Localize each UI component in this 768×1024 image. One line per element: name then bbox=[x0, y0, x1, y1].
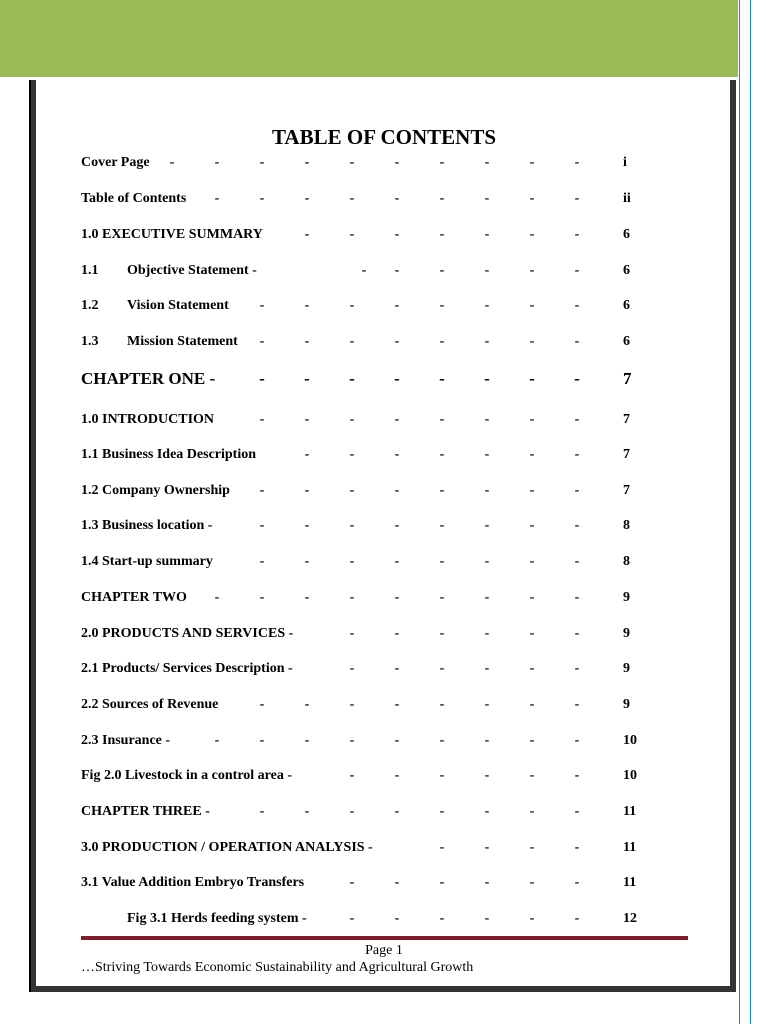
toc-entry-page: 7 bbox=[623, 483, 630, 498]
leader-dash: - bbox=[529, 227, 535, 242]
leader-dash: - bbox=[574, 590, 580, 605]
toc-entry-label: 2.2 Sources of Revenue bbox=[81, 697, 219, 712]
leader-dash: - bbox=[394, 768, 400, 783]
leader-dash: - bbox=[529, 369, 535, 388]
leader-dash: - bbox=[574, 447, 580, 462]
leader-dash: - bbox=[484, 518, 490, 533]
toc-entry-label: Mission Statement bbox=[127, 334, 238, 349]
page-edge-line bbox=[750, 0, 751, 1024]
toc-entry-label: 1.0 EXECUTIVE SUMMARY bbox=[81, 227, 263, 242]
toc-entry-page: 7 bbox=[623, 412, 630, 427]
leader-dash: - bbox=[304, 697, 310, 712]
toc-entry[interactable] bbox=[0, 590, 768, 612]
leader-dash: - bbox=[394, 483, 400, 498]
leader-dash: - bbox=[529, 590, 535, 605]
toc-entry-label: 1.3 Business location - bbox=[81, 518, 213, 533]
leader-dash: - bbox=[484, 875, 490, 890]
leader-dash: - bbox=[529, 840, 535, 855]
leader-dash: - bbox=[259, 412, 265, 427]
toc-entry[interactable] bbox=[0, 554, 768, 576]
footer-tagline: …Striving Towards Economic Sustainability and Agricultural Growth bbox=[81, 960, 474, 975]
leader-dash: - bbox=[259, 191, 265, 206]
leader-dash: - bbox=[349, 875, 355, 890]
toc-entry-label: CHAPTER TWO bbox=[81, 590, 187, 605]
leader-dash: - bbox=[529, 768, 535, 783]
leader-dash: - bbox=[439, 227, 445, 242]
leader-dash: - bbox=[529, 518, 535, 533]
leader-dash: - bbox=[394, 412, 400, 427]
leader-dash: - bbox=[484, 626, 490, 641]
leader-dash: - bbox=[259, 590, 265, 605]
leader-dash: - bbox=[484, 227, 490, 242]
leader-dash: - bbox=[529, 697, 535, 712]
leader-dash: - bbox=[394, 298, 400, 313]
leader-dash: - bbox=[439, 911, 445, 926]
header-accent-band bbox=[0, 0, 738, 77]
toc-entry[interactable] bbox=[0, 227, 768, 249]
toc-entry-page: 10 bbox=[623, 733, 637, 748]
leader-dash: - bbox=[304, 590, 310, 605]
leader-dash: - bbox=[394, 518, 400, 533]
toc-entry-label: Fig 3.1 Herds feeding system - bbox=[127, 911, 307, 926]
toc-entry[interactable] bbox=[0, 626, 768, 648]
leader-dash: - bbox=[259, 155, 265, 170]
leader-dash: - bbox=[484, 804, 490, 819]
leader-dash: - bbox=[349, 554, 355, 569]
leader-dash: - bbox=[484, 263, 490, 278]
leader-dash: - bbox=[529, 626, 535, 641]
leader-dash: - bbox=[439, 661, 445, 676]
toc-entry[interactable] bbox=[0, 733, 768, 755]
leader-dash: - bbox=[574, 875, 580, 890]
leader-dash: - bbox=[304, 155, 310, 170]
leader-dash: - bbox=[439, 412, 445, 427]
toc-entry[interactable] bbox=[0, 263, 768, 285]
leader-dash: - bbox=[349, 911, 355, 926]
leader-dash: - bbox=[484, 697, 490, 712]
toc-entry-page: 6 bbox=[623, 298, 630, 313]
toc-entry-page: 11 bbox=[623, 840, 637, 855]
toc-entry[interactable] bbox=[0, 840, 768, 862]
toc-entry[interactable] bbox=[0, 369, 768, 391]
leader-dash: - bbox=[439, 733, 445, 748]
toc-entry[interactable] bbox=[0, 911, 768, 933]
leader-dash: - bbox=[574, 733, 580, 748]
leader-dash: - bbox=[529, 334, 535, 349]
page-edge-line bbox=[739, 0, 740, 1024]
leader-dash: - bbox=[349, 334, 355, 349]
leader-dash: - bbox=[484, 191, 490, 206]
leader-dash: - bbox=[574, 768, 580, 783]
toc-entry-page: 9 bbox=[623, 626, 630, 641]
leader-dash: - bbox=[574, 227, 580, 242]
leader-dash: - bbox=[349, 804, 355, 819]
toc-entry-label: Cover Page bbox=[81, 155, 150, 170]
leader-dash: - bbox=[529, 661, 535, 676]
leader-dash: - bbox=[394, 369, 400, 388]
toc-entry[interactable] bbox=[0, 155, 768, 177]
toc-entry-page: 8 bbox=[623, 554, 630, 569]
toc-entry-number: 1.2 bbox=[81, 298, 99, 313]
leader-dash: - bbox=[259, 483, 265, 498]
leader-dash: - bbox=[484, 554, 490, 569]
leader-dash: - bbox=[529, 911, 535, 926]
leader-dash: - bbox=[529, 447, 535, 462]
leader-dash: - bbox=[574, 911, 580, 926]
leader-dash: - bbox=[304, 447, 310, 462]
footer-rule bbox=[81, 936, 688, 940]
leader-dash: - bbox=[574, 697, 580, 712]
leader-dash: - bbox=[349, 483, 355, 498]
leader-dash: - bbox=[259, 518, 265, 533]
toc-entry[interactable] bbox=[0, 768, 768, 790]
toc-entry-label: Objective Statement - bbox=[127, 263, 257, 278]
toc-entry-page: 10 bbox=[623, 768, 637, 783]
toc-entry-label: 1.2 Company Ownership bbox=[81, 483, 230, 498]
leader-dash: - bbox=[304, 412, 310, 427]
leader-dash: - bbox=[439, 804, 445, 819]
leader-dash: - bbox=[361, 263, 367, 278]
leader-dash: - bbox=[574, 263, 580, 278]
leader-dash: - bbox=[439, 263, 445, 278]
leader-dash: - bbox=[259, 697, 265, 712]
leader-dash: - bbox=[349, 298, 355, 313]
leader-dash: - bbox=[349, 447, 355, 462]
leader-dash: - bbox=[439, 875, 445, 890]
leader-dash: - bbox=[394, 875, 400, 890]
leader-dash: - bbox=[529, 263, 535, 278]
leader-dash: - bbox=[394, 590, 400, 605]
leader-dash: - bbox=[484, 369, 490, 388]
leader-dash: - bbox=[529, 191, 535, 206]
toc-entry-label: 1.0 INTRODUCTION bbox=[81, 412, 215, 427]
toc-entry[interactable] bbox=[0, 412, 768, 434]
leader-dash: - bbox=[529, 155, 535, 170]
leader-dash: - bbox=[574, 483, 580, 498]
toc-entry[interactable] bbox=[0, 483, 768, 505]
leader-dash: - bbox=[439, 840, 445, 855]
leader-dash: - bbox=[574, 298, 580, 313]
toc-entry-page: 11 bbox=[623, 804, 637, 819]
leader-dash: - bbox=[214, 590, 220, 605]
leader-dash: - bbox=[439, 554, 445, 569]
toc-entry-page: i bbox=[623, 155, 627, 170]
leader-dash: - bbox=[574, 191, 580, 206]
leader-dash: - bbox=[439, 155, 445, 170]
toc-entry-page: 12 bbox=[623, 911, 637, 926]
leader-dash: - bbox=[304, 518, 310, 533]
leader-dash: - bbox=[574, 626, 580, 641]
toc-entry-page: 6 bbox=[623, 263, 630, 278]
leader-dash: - bbox=[394, 263, 400, 278]
leader-dash: - bbox=[304, 733, 310, 748]
leader-dash: - bbox=[394, 155, 400, 170]
leader-dash: - bbox=[529, 733, 535, 748]
leader-dash: - bbox=[484, 298, 490, 313]
toc-entry-label: Table of Contents bbox=[81, 191, 187, 206]
leader-dash: - bbox=[439, 518, 445, 533]
footer-page-number: Page 1 bbox=[365, 943, 403, 958]
toc-entry-label: Vision Statement bbox=[127, 298, 229, 313]
leader-dash: - bbox=[259, 804, 265, 819]
toc-entry-page: ii bbox=[623, 191, 631, 206]
toc-entry-label: 2.0 PRODUCTS AND SERVICES - bbox=[81, 626, 294, 641]
leader-dash: - bbox=[394, 733, 400, 748]
leader-dash: - bbox=[349, 412, 355, 427]
leader-dash: - bbox=[349, 590, 355, 605]
leader-dash: - bbox=[439, 590, 445, 605]
toc-entry[interactable] bbox=[0, 875, 768, 897]
leader-dash: - bbox=[394, 911, 400, 926]
leader-dash: - bbox=[574, 518, 580, 533]
toc-entry-label: Fig 2.0 Livestock in a control area - bbox=[81, 768, 293, 783]
leader-dash: - bbox=[304, 191, 310, 206]
leader-dash: - bbox=[349, 768, 355, 783]
leader-dash: - bbox=[574, 840, 580, 855]
leader-dash: - bbox=[349, 518, 355, 533]
leader-dash: - bbox=[439, 626, 445, 641]
toc-entry[interactable] bbox=[0, 518, 768, 540]
toc-entry-label: 3.1 Value Addition Embryo Transfers bbox=[81, 875, 305, 890]
leader-dash: - bbox=[484, 447, 490, 462]
leader-dash: - bbox=[394, 554, 400, 569]
toc-entry-label: CHAPTER THREE - bbox=[81, 804, 210, 819]
toc-entry-page: 6 bbox=[623, 227, 630, 242]
leader-dash: - bbox=[529, 875, 535, 890]
leader-dash: - bbox=[439, 369, 445, 388]
leader-dash: - bbox=[349, 155, 355, 170]
leader-dash: - bbox=[304, 298, 310, 313]
leader-dash: - bbox=[484, 334, 490, 349]
leader-dash: - bbox=[349, 191, 355, 206]
leader-dash: - bbox=[529, 483, 535, 498]
toc-entry-page: 7 bbox=[623, 447, 630, 462]
leader-dash: - bbox=[259, 554, 265, 569]
leader-dash: - bbox=[574, 661, 580, 676]
toc-entry-page: 8 bbox=[623, 518, 630, 533]
leader-dash: - bbox=[349, 661, 355, 676]
leader-dash: - bbox=[574, 334, 580, 349]
leader-dash: - bbox=[394, 334, 400, 349]
toc-entry[interactable] bbox=[0, 661, 768, 683]
leader-dash: - bbox=[439, 697, 445, 712]
leader-dash: - bbox=[484, 155, 490, 170]
leader-dash: - bbox=[349, 227, 355, 242]
leader-dash: - bbox=[349, 697, 355, 712]
toc-entry-label: 1.4 Start-up summary bbox=[81, 554, 213, 569]
leader-dash: - bbox=[574, 155, 580, 170]
leader-dash: - bbox=[439, 447, 445, 462]
leader-dash: - bbox=[259, 733, 265, 748]
leader-dash: - bbox=[574, 412, 580, 427]
toc-entry[interactable] bbox=[0, 804, 768, 826]
leader-dash: - bbox=[394, 227, 400, 242]
leader-dash: - bbox=[439, 483, 445, 498]
leader-dash: - bbox=[529, 298, 535, 313]
toc-entry-page: 9 bbox=[623, 697, 630, 712]
toc-entry-label: 1.1 Business Idea Description bbox=[81, 447, 257, 462]
leader-dash: - bbox=[484, 661, 490, 676]
leader-dash: - bbox=[304, 554, 310, 569]
leader-dash: - bbox=[214, 155, 220, 170]
toc-entry-number: 1.3 bbox=[81, 334, 99, 349]
leader-dash: - bbox=[394, 661, 400, 676]
toc-entry-label: 2.1 Products/ Services Description - bbox=[81, 661, 293, 676]
toc-entry-page: 7 bbox=[623, 369, 632, 388]
toc-entry-page: 9 bbox=[623, 590, 630, 605]
leader-dash: - bbox=[304, 369, 310, 388]
toc-entry-label: 2.3 Insurance - bbox=[81, 733, 171, 748]
leader-dash: - bbox=[349, 626, 355, 641]
toc-entry[interactable] bbox=[0, 191, 768, 213]
toc-entry-page: 9 bbox=[623, 661, 630, 676]
leader-dash: - bbox=[484, 840, 490, 855]
leader-dash: - bbox=[529, 804, 535, 819]
leader-dash: - bbox=[304, 483, 310, 498]
leader-dash: - bbox=[439, 334, 445, 349]
leader-dash: - bbox=[574, 554, 580, 569]
leader-dash: - bbox=[259, 334, 265, 349]
leader-dash: - bbox=[394, 626, 400, 641]
leader-dash: - bbox=[529, 412, 535, 427]
leader-dash: - bbox=[484, 590, 490, 605]
leader-dash: - bbox=[304, 804, 310, 819]
toc-entry[interactable] bbox=[0, 697, 768, 719]
leader-dash: - bbox=[484, 483, 490, 498]
leader-dash: - bbox=[439, 298, 445, 313]
toc-entry-label: CHAPTER ONE - bbox=[81, 369, 216, 388]
leader-dash: - bbox=[484, 412, 490, 427]
leader-dash: - bbox=[484, 911, 490, 926]
toc-entry-number: 1.1 bbox=[81, 263, 99, 278]
leader-dash: - bbox=[394, 697, 400, 712]
toc-entry-page: 6 bbox=[623, 334, 630, 349]
toc-entry-page: 11 bbox=[623, 875, 637, 890]
toc-entry[interactable] bbox=[0, 298, 768, 320]
leader-dash: - bbox=[484, 733, 490, 748]
toc-entry-label: 3.0 PRODUCTION / OPERATION ANALYSIS - bbox=[81, 840, 373, 855]
leader-dash: - bbox=[304, 227, 310, 242]
leader-dash: - bbox=[394, 804, 400, 819]
leader-dash: - bbox=[349, 733, 355, 748]
leader-dash: - bbox=[214, 733, 220, 748]
leader-dash: - bbox=[574, 804, 580, 819]
toc-entry[interactable] bbox=[0, 334, 768, 356]
leader-dash: - bbox=[214, 191, 220, 206]
toc-entry[interactable] bbox=[0, 447, 768, 469]
toc-title: TABLE OF CONTENTS bbox=[271, 125, 497, 149]
leader-dash: - bbox=[529, 554, 535, 569]
leader-dash: - bbox=[574, 369, 580, 388]
leader-dash: - bbox=[439, 191, 445, 206]
leader-dash: - bbox=[304, 334, 310, 349]
leader-dash: - bbox=[484, 768, 490, 783]
leader-dash: - bbox=[439, 768, 445, 783]
leader-dash: - bbox=[394, 447, 400, 462]
leader-dash: - bbox=[394, 191, 400, 206]
leader-dash: - bbox=[349, 369, 355, 388]
leader-dash: - bbox=[259, 298, 265, 313]
leader-dash: - bbox=[259, 369, 265, 388]
leader-dash: - bbox=[169, 155, 175, 170]
